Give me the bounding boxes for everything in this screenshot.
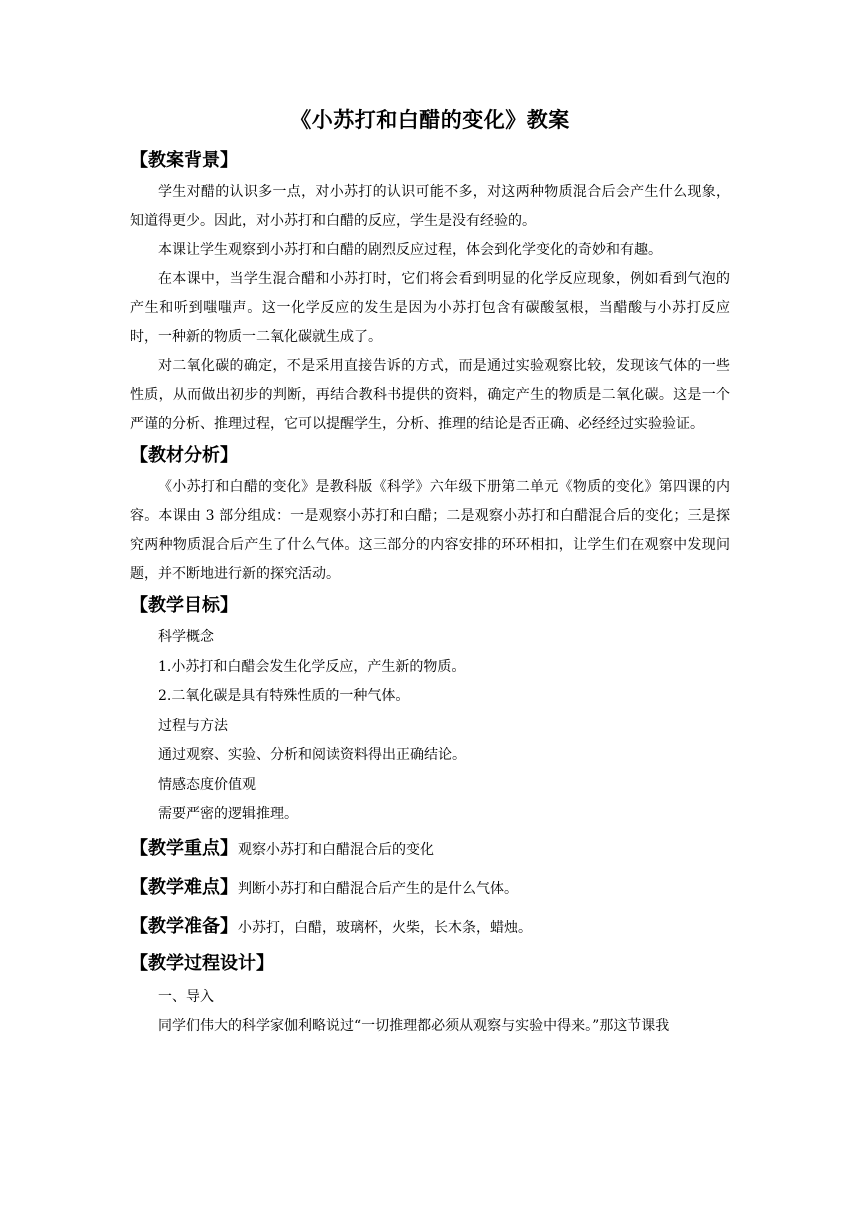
section-heading-key-point: 【教学重点】 — [130, 837, 238, 859]
section-heading-process: 【教学过程设计】 — [130, 952, 274, 974]
document-title: 《小苏打和白醋的变化》教案 — [290, 108, 570, 132]
background-paragraph-1: 学生对醋的认识多一点，对小苏打的认识可能不多，对这两种物质混合后会产生什么现象，知道得更少。因此，对小苏打和白醋的反应，学生是没有经验的。 — [130, 184, 730, 229]
section-heading-difficulty: 【教学难点】 — [130, 876, 238, 898]
process-paragraph-1: 同学们伟大的科学家伽利略说过“一切推理都必须从观察与实验中得来。”那这节课我 — [158, 1018, 670, 1034]
section-heading-background: 【教案背景】 — [130, 150, 238, 171]
objective-item: 1.小苏打和白醋会发生化学反应，产生新的物质。 — [158, 658, 466, 675]
preparation-line — [130, 908, 730, 947]
objective-item: 过程与方法 — [158, 717, 228, 734]
section-heading-preparation: 【教学准备】 — [130, 915, 238, 937]
background-paragraph-2: 本课让学生观察到小苏打和白醋的剧烈反应过程，体会到化学变化的奇妙和有趣。 — [158, 242, 662, 258]
process-subheading: 一、导入 — [158, 988, 214, 1005]
preparation-text: 小苏打，白醋，玻璃杯，火柴，长木条，蜡烛。 — [238, 919, 532, 936]
document-content — [130, 100, 730, 1041]
objective-item: 2.二氧化碳是具有特殊性质的一种气体。 — [158, 688, 410, 704]
background-paragraph-4: 对二氧化碳的确定，不是采用直接告诉的方式，而是通过实验观察比较，发现该气体的一些性质，从而做出初步的判断，再结合教科书提供的资料，确定产生的物质是二氧化碳。这是一个严谨的分析、推理过程，它可以提醒学生，分析、推理的结论是否正确、必经经过实验验证。 — [130, 358, 730, 432]
key-point-line — [130, 830, 730, 869]
objective-item: 情感态度价值观 — [158, 776, 256, 793]
objective-item: 通过观察、实验、分析和阅读资料得出正确结论。 — [158, 747, 466, 763]
key-point-text: 观察小苏打和白醋混合后的变化 — [238, 841, 434, 858]
section-heading-analysis: 【教材分析】 — [130, 445, 238, 466]
difficulty-text: 判断小苏打和白醋混合后产生的是什么气体。 — [238, 880, 518, 897]
objective-item: 科学概念 — [158, 629, 214, 645]
section-heading-objectives: 【教学目标】 — [130, 595, 238, 616]
difficulty-line — [130, 869, 730, 908]
analysis-paragraph-1: 《小苏打和白醋的变化》是教科版《科学》六年级下册第二单元《物质的变化》第四课的内容。本课由 3 部分组成：一是观察小苏打和白醋；二是观察小苏打和白醋混合后的变化；三是探究两种物质混合后产生了什么气体。这三部分的内容安排的环环相扣，让学生们在观察中发现问题，并不断地进行新的探究活动。 — [130, 479, 730, 582]
background-paragraph-3: 在本课中，当学生混合醋和小苏打时，它们将会看到明显的化学反应现象，例如看到气泡的产生和听到嗤嗤声。这一化学反应的发生是因为小苏打包含有碳酸氢根，当醋酸与小苏打反应时，一种新的物质一二氧化碳就生成了。 — [130, 271, 730, 345]
objective-item: 需要严密的逻辑推理。 — [158, 806, 298, 822]
